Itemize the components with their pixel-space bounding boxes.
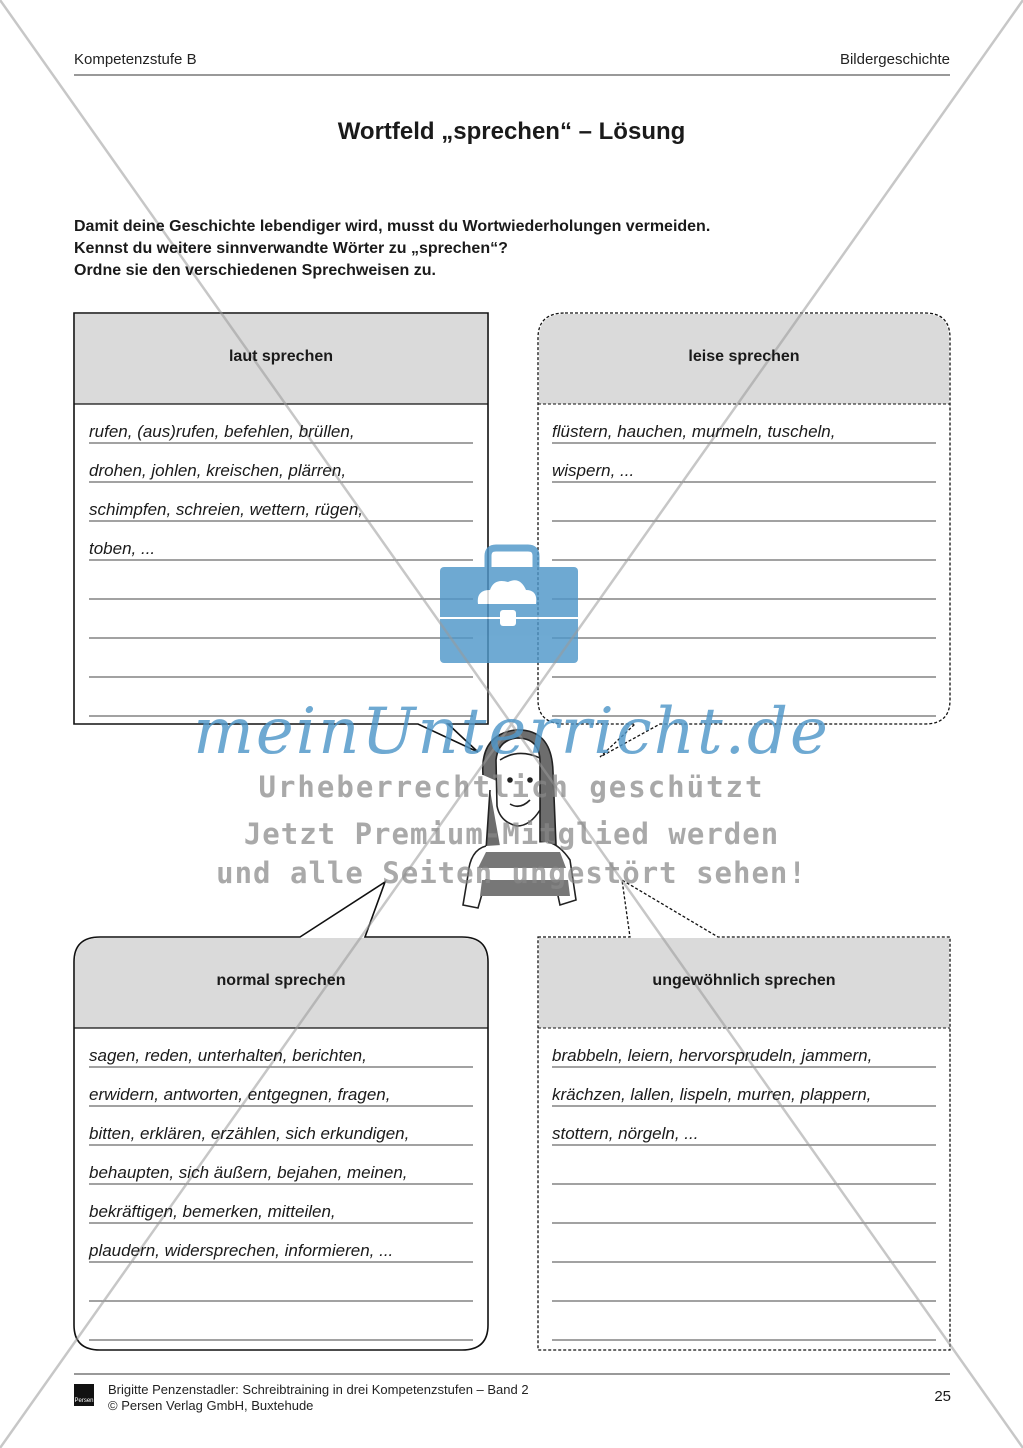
footer-credits (108, 1382, 529, 1414)
answer-line: stottern, nörgeln, ... (552, 1124, 699, 1143)
answer-line: brabbeln, leiern, hervorsprudeln, jammern, (552, 1046, 873, 1065)
box-normal-frame (74, 882, 488, 1350)
answer-line: krächzen, lallen, lispeln, murren, plappern, (552, 1085, 872, 1104)
answer-line: toben, ... (89, 539, 156, 558)
box-leise-heading: leise sprechen (688, 348, 800, 365)
watermark-premium-line: Jetzt Premium-Mitglied werden (243, 817, 780, 851)
answer-line: bekräftigen, bemerken, mitteilen, (89, 1202, 336, 1221)
answer-line: erwidern, antworten, entgegnen, fragen, (89, 1085, 391, 1104)
header-right: Bildergeschichte (839, 51, 950, 68)
watermark-premium-line-2: und alle Seiten ungestört sehen! (216, 856, 807, 890)
instruction-line: Damit deine Geschichte lebendiger wird, musst du Wortwiederholungen vermeiden. (74, 218, 711, 235)
answer-line: rufen, (aus)rufen, befehlen, brüllen, (89, 422, 355, 441)
answer-line: drohen, johlen, kreischen, plärren, (89, 461, 347, 480)
box-ungewoehnlich-heading: ungewöhnlich sprechen (652, 972, 836, 989)
box-normal-heading: normal sprechen (216, 972, 346, 989)
footer-line: © Persen Verlag GmbH, Buxtehude (108, 1398, 314, 1413)
box-laut-heading: laut sprechen (228, 348, 334, 365)
box-ungewoehnlich-frame (538, 880, 950, 1350)
box-laut-frame (74, 313, 488, 752)
page-title: Wortfeld „sprechen“ – Lösung (337, 118, 686, 145)
answer-line: schimpfen, schreien, wettern, rügen, (89, 500, 364, 519)
header-left: Kompetenzstufe B (74, 51, 197, 68)
instruction-line: Ordne sie den verschiedenen Sprechweisen zu. (74, 262, 436, 279)
watermark-logo-text: meinUnterricht.de (193, 695, 830, 769)
answer-line: flüstern, hauchen, murmeln, tuscheln, (552, 422, 836, 441)
watermark-copyright-line: Urheberrechtlich geschützt (258, 770, 765, 804)
answer-line: sagen, reden, unterhalten, berichten, (89, 1046, 367, 1065)
answer-line: wispern, ... (552, 461, 635, 480)
instruction-line: Kennst du weitere sinnverwandte Wörter zu „sprechen“? (74, 240, 508, 257)
answer-line: plaudern, widersprechen, informieren, ... (89, 1241, 394, 1260)
box-leise-frame (538, 313, 950, 757)
page-number: 25 (934, 1388, 951, 1405)
footer-line: Brigitte Penzenstadler: Schreibtraining in drei Kompetenzstufen – Band 2 (108, 1382, 529, 1397)
answer-line: bitten, erklären, erzählen, sich erkundigen, (89, 1124, 410, 1143)
answer-line: behaupten, sich äußern, bejahen, meinen, (89, 1163, 408, 1182)
instructions (74, 216, 710, 282)
publisher-logo-icon: Persen (74, 1384, 94, 1406)
